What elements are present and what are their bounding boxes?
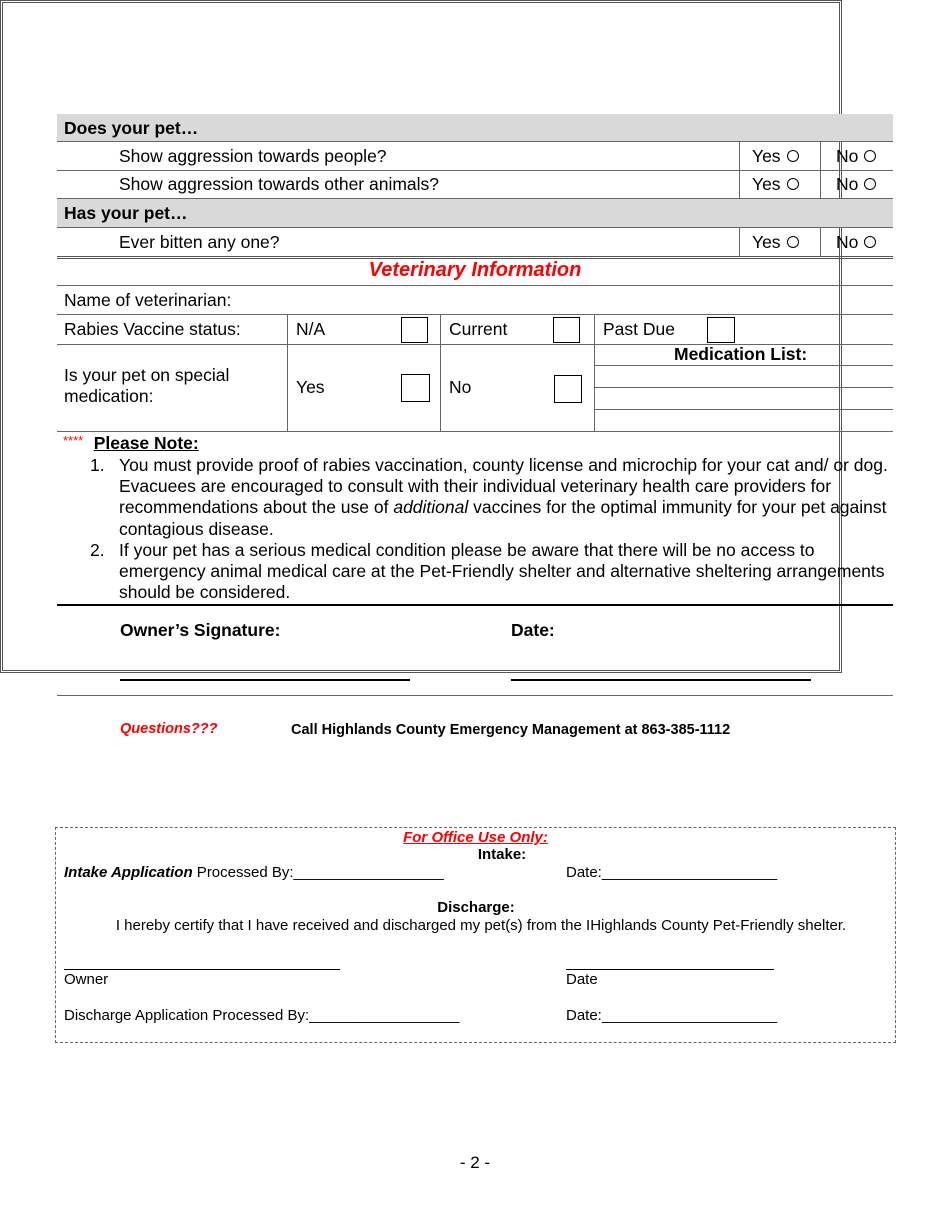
rabies-current-checkbox[interactable] [553,317,580,343]
signature-date-label: Date: [511,620,555,640]
yes-option[interactable] [752,146,799,167]
question-row-bitten [57,228,893,256]
header-has-your-pet [57,199,893,227]
vet-name-row [57,286,893,314]
medication-label: Is your pet on special medication: [64,365,230,406]
medication-yes-label: Yes [296,377,325,397]
section-heading: Does your pet… [64,118,199,138]
note-item-1-text-a: You must provide proof of rabies vaccination, county license and microchip for your cat and/ or dog. Evacuees are encouraged to consult with their individual veterinary health care providers for recommendations about the use of [119,455,888,518]
no-label: No [836,146,859,166]
owner-discharge-line[interactable] [64,969,340,970]
page-number: - 2 - [459,1153,491,1172]
note-item-2-text: If your pet has a serious medical condition please be aware that there will be no access to emergency animal medical care at the Pet-Friendly shelter and alternative sheltering arrangements should be considered. [119,539,885,603]
question-text: Show aggression towards other animals? [119,174,440,194]
rabies-na-label: N/A [296,319,326,339]
office-title-row [55,829,896,846]
medication-row [57,345,893,431]
note-heading: Please Note: [93,433,199,453]
yes-label: Yes [752,174,781,194]
note-item-number: 2. [90,539,105,560]
rabies-na-checkbox[interactable] [401,317,428,343]
rabies-current-label: Current [449,319,508,339]
intake-processed-text: Processed By:__________________ [192,864,444,881]
office-title: For Office Use Only: [403,829,548,846]
discharge-owner-label: Owner [64,971,109,988]
question-row-aggression-animals [57,171,893,198]
rabies-label: Rabies Vaccine status: [64,319,241,339]
yes-label: Yes [752,232,781,252]
owner-signature-line[interactable] [120,679,410,681]
intake-processed-by[interactable] [64,864,444,881]
no-label: No [836,232,859,252]
vet-section-title: Veterinary Information [368,259,582,281]
owner-signature-label: Owner’s Signature: [120,620,281,640]
note-item-2 [90,540,890,604]
rabies-past-due-label: Past Due [603,319,675,339]
no-radio-icon[interactable] [864,236,876,248]
question-text: Show aggression towards people? [119,146,387,166]
discharge-certify-text: I hereby certify that I have received and discharged my pet(s) from the IHighlands County Pet-Friendly shelter. [115,917,847,934]
note-item-number: 1. [90,455,105,475]
note-item-1-emphasis: additional [393,497,469,518]
questions-contact-text: Call Highlands County Emergency Management at 863-385-1112 [291,722,731,738]
rabies-row [57,315,893,344]
question-row-aggression-people [57,142,893,170]
discharge-processed-by[interactable]: Discharge Application Processed By:__________________ [64,1007,460,1024]
yes-option[interactable] [752,174,799,195]
yes-radio-icon[interactable] [787,236,799,248]
question-text: Ever bitten any one? [119,232,280,252]
note-stars: **** [63,433,84,448]
questions-label: Questions??? [120,721,218,737]
signature-date-line[interactable] [511,679,811,681]
note-list [90,455,890,603]
discharge-date-line[interactable] [566,969,774,970]
no-option[interactable] [836,174,876,195]
yes-option[interactable] [752,232,799,253]
no-radio-icon[interactable] [864,150,876,162]
no-option[interactable] [836,232,876,253]
vet-section-title-row [57,259,893,285]
vet-name-label: Name of veterinarian: [64,290,232,310]
intake-date-field[interactable]: Date:_____________________ [566,864,778,881]
medication-no-label: No [449,377,472,397]
no-label: No [836,174,859,194]
yes-radio-icon[interactable] [787,150,799,162]
note-item-1 [90,455,890,540]
intake-application-label: Intake Application [64,864,193,881]
medication-no-checkbox[interactable] [554,375,582,403]
please-note-heading-row [63,433,199,454]
yes-label: Yes [752,146,781,166]
header-does-your-pet [57,114,893,141]
section-heading: Has your pet… [64,203,188,223]
yes-radio-icon[interactable] [787,178,799,190]
medication-list-label: Medication List: [674,344,808,364]
no-option[interactable] [836,146,876,167]
medication-yes-checkbox[interactable] [401,374,430,402]
rabies-past-due-checkbox[interactable] [707,317,735,343]
no-radio-icon[interactable] [864,178,876,190]
discharge-date-label: Date [566,971,598,988]
discharge-processed-date[interactable]: Date:_____________________ [566,1007,778,1024]
note-item-1-text-b: vaccines for the optimal immunity for your pet against contagious disease. [119,497,887,539]
discharge-heading: Discharge: [437,899,515,916]
intake-heading: Intake: [477,846,527,863]
